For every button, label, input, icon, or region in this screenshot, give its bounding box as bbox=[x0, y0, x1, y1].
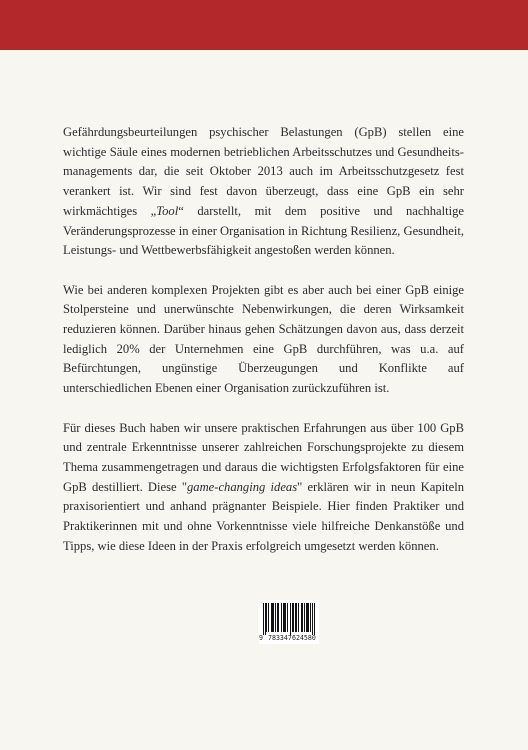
barcode-bar bbox=[278, 603, 279, 632]
barcode-bar bbox=[285, 603, 286, 632]
barcode-bar bbox=[281, 603, 282, 632]
paragraph-1-emphasis: Tool bbox=[156, 203, 179, 218]
barcode-bar bbox=[295, 603, 296, 632]
barcode-bar bbox=[293, 603, 294, 632]
barcode-bar bbox=[284, 603, 285, 632]
paragraph-1-text-end: “ darstellt, mit dem positive und nachhaltige Veränderungsprozesse in einer Organisation in Richtung Resilienz, Gesundheit, Leistungs- und Wettbewerbsfähigkeit angestoßen werden können. bbox=[63, 203, 464, 258]
barcode-bars bbox=[263, 603, 315, 635]
barcode-bar bbox=[308, 603, 309, 632]
paragraph-2: Wie bei anderen komplexen Projekten gibt es aber auch bei einer GpB einige Stolpersteine und unerwünschte Nebenwirkungen, die deren Wirksamkeit reduzieren können. Darüber hinaus gehen Schätzungen davon aus, dass derzeit lediglich 20% der Unternehmen eine GpB durchführen, was u.a. auf Befürchtungen, ungünstige Überzeugungen und Konflikte auf unterschiedlichen Ebenen einer Organisation zurückzuführen ist. bbox=[63, 282, 464, 396]
header-color-band bbox=[0, 0, 528, 50]
barcode-bar bbox=[273, 603, 274, 632]
barcode-bar bbox=[314, 603, 315, 635]
barcode-bar bbox=[263, 603, 264, 635]
barcode-bar bbox=[272, 603, 273, 632]
barcode-bar bbox=[302, 603, 303, 632]
barcode-bar bbox=[271, 603, 272, 632]
barcode-bar bbox=[312, 603, 313, 635]
barcode-bar bbox=[266, 603, 267, 632]
barcode-bar bbox=[275, 603, 276, 632]
paragraph-3-text-start: Für dieses Buch haben wir unsere praktischen Erfahrungen aus über 100 GpB und zentrale Erkenntnisse unserer zahlreichen Forschungsprojekte zu diesem Thema zusammengetragen und daraus die wichtigsten Erfolgsfaktoren für eine GpB destilliert. Diese " bbox=[63, 420, 464, 494]
barcode-bar bbox=[298, 603, 299, 632]
barcode-group-right: 624580 bbox=[292, 634, 316, 642]
barcode-bar bbox=[292, 603, 293, 632]
paragraph-1-text-start: Gefährdungsbeurteilungen psychischer Belastungen (GpB) stellen eine wichtige Säule eines modernen betrieblichen Arbeitsschutzes und Gesundheitsmanagements dar, die seit Oktober 2013 auch im Arbeitsschutzgesetz fest verankert ist. Wir sind fest davon überzeugt, dass eine GpB ein sehr wirkmächtiges „ bbox=[63, 125, 464, 218]
barcode-bar bbox=[265, 603, 266, 635]
paragraph-1 bbox=[63, 123, 464, 261]
back-cover-text bbox=[63, 123, 464, 556]
barcode-bar bbox=[287, 603, 288, 632]
barcode-bar bbox=[310, 603, 311, 632]
paragraph-3-emphasis: game-changing ideas bbox=[186, 479, 298, 494]
barcode-bar bbox=[268, 603, 269, 632]
barcode-bar bbox=[306, 603, 307, 632]
barcode-bar bbox=[296, 603, 297, 632]
paragraph-3-text-end: " erklären wir in neun Kapiteln praxisorientiert und anhand prägnanter Beispiele. Hier finden Praktiker und Praktikerinnen mit und ohne Vorkenntnisse viele hilfreiche Denkanstöße und Tipps, wie diese Ideen in der Praxis erfolgreich umgesetzt werden können. bbox=[63, 479, 465, 553]
barcode-bar bbox=[307, 603, 308, 632]
barcode-bar bbox=[304, 603, 305, 632]
paragraph-3 bbox=[63, 419, 464, 557]
barcode-bar bbox=[290, 603, 291, 635]
barcode-bar bbox=[283, 603, 284, 632]
barcode-digit-first: 9 bbox=[259, 634, 263, 642]
barcode-bar bbox=[277, 603, 278, 632]
barcode-bar bbox=[301, 603, 302, 632]
barcode-group-left: 783347 bbox=[268, 634, 292, 642]
isbn-barcode bbox=[259, 600, 319, 644]
